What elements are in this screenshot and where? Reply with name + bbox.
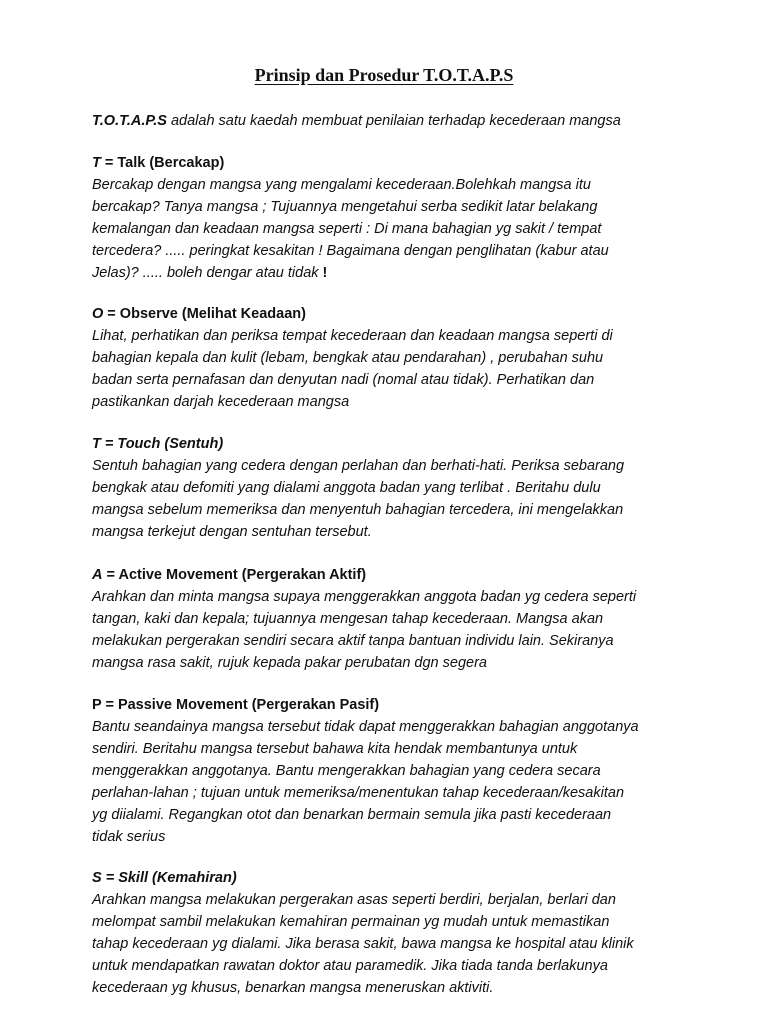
section-letter: T: [92, 155, 101, 171]
section-heading: [92, 564, 692, 586]
section-active-movement: [92, 564, 692, 674]
section-body-line: mangsa sebelum memeriksa dan menyentuh bahagian tercedera, ini mengelakkan: [92, 502, 624, 518]
intro-acronym: T.O.T.A.P.S: [92, 113, 167, 129]
section-body-line: pastikankan darjah kecederaan mangsa: [92, 394, 350, 410]
section-heading: [92, 152, 692, 174]
section-body-line: sendiri. Beritahu mangsa tersebut bahawa kita hendak membantunya untuk: [92, 741, 578, 757]
section-body-line: kemalangan dan keadaan mangsa seperti : Di mana bahagian yg sakit / tempat: [92, 221, 602, 237]
section-letter: A: [92, 567, 103, 583]
section-observe: [92, 303, 692, 413]
section-body-line: Bercakap dengan mangsa yang mengalami kecederaan.Bolehkah mangsa itu: [92, 177, 591, 193]
section-body-line: Arahkan mangsa melakukan pergerakan asas seperti berdiri, berjalan, berlari dan: [92, 892, 616, 908]
section-body-line: Lihat, perhatikan dan periksa tempat kecederaan dan keadaan mangsa seperti di: [92, 328, 613, 344]
section-body-line: tercedera? ..... peringkat kesakitan ! Bagaimana dengan penglihatan (kabur atau: [92, 243, 609, 259]
intro-text: adalah satu kaedah membuat penilaian terhadap kecederaan mangsa: [166, 113, 621, 129]
section-body-line: Arahkan dan minta mangsa supaya menggerakkan anggota badan yg cedera seperti: [92, 589, 637, 605]
section-body-text: Jelas)? ..... boleh dengar atau tidak: [92, 265, 323, 281]
section-letter: P: [92, 697, 102, 713]
section-heading: [92, 867, 692, 889]
intro-paragraph: [92, 110, 712, 132]
section-heading-text: = Active Movement (Pergerakan Aktif): [102, 567, 367, 583]
section-heading-text: = Skill (Kemahiran): [101, 870, 237, 886]
section-body-line: yg diialami. Regangkan otot dan benarkan bermain semula jika pasti kecederaan: [92, 807, 612, 823]
exclamation-mark: !: [322, 265, 328, 281]
section-body-line: menggerakkan anggotanya. Bantu mengerakkan bahagian yang cedera secara: [92, 763, 601, 779]
section-body-line: mangsa terkejut dengan sentuhan tersebut.: [92, 524, 372, 540]
section-body-line: bercakap? Tanya mangsa ; Tujuannya mengetahui serba sedikit latar belakang: [92, 199, 598, 215]
section-letter: O: [92, 306, 104, 322]
section-heading: [92, 303, 692, 325]
section-touch: [92, 433, 692, 543]
section-body-line: tahap kecederaan yg dialami. Jika berasa sakit, bawa mangsa ke hospital atau klinik: [92, 936, 634, 952]
section-body-line: melakukan pergerakan sendiri secara aktif tanpa bantuan individu lain. Sekiranya: [92, 633, 614, 649]
page-title: Prinsip dan Prosedur T.O.T.A.P.S: [254, 65, 514, 85]
section-body-line: bahagian kepala dan kulit (lebam, bengkak atau pendarahan) , perubahan suhu: [92, 350, 604, 366]
section-body-line: Sentuh bahagian yang cedera dengan perlahan dan berhati-hati. Periksa sebarang: [92, 458, 625, 474]
section-body-line: untuk mendapatkan rawatan doktor atau paramedik. Jika tiada tanda berlakunya: [92, 958, 608, 974]
section-passive-movement: [92, 694, 692, 848]
section-body-line: badan serta pernafasan dan denyutan nadi (nomal atau tidak). Perhatikan dan: [92, 372, 595, 388]
section-body-line: perlahan-lahan ; tujuan untuk memeriksa/menentukan tahap kecederaan/kesakitan: [92, 785, 625, 801]
section-skill: [92, 867, 692, 999]
section-letter: S: [92, 870, 102, 886]
section-body-line: mangsa rasa sakit, rujuk kepada pakar perubatan dgn segera: [92, 655, 487, 671]
section-body-line: tidak serius: [92, 829, 166, 845]
section-talk: [92, 152, 692, 284]
section-body-line: Bantu seandainya mangsa tersebut tidak dapat menggerakkan bahagian anggotanya: [92, 719, 639, 735]
section-heading-text: = Observe (Melihat Keadaan): [103, 306, 306, 322]
section-body-line: melompat sambil melakukan kemahiran permainan yg mudah untuk memastikan: [92, 914, 610, 930]
section-heading: [92, 694, 692, 716]
section-body-line-last: [92, 262, 692, 284]
section-heading-text: = Passive Movement (Pergerakan Pasif): [101, 697, 380, 713]
section-body-line: tangan, kaki dan kepala; tujuannya mengesan tahap kecederaan. Mangsa akan: [92, 611, 604, 627]
section-heading: [92, 433, 692, 455]
section-body-line: kecederaan yg khusus, benarkan mangsa meneruskan aktiviti.: [92, 980, 494, 996]
section-letter: T: [92, 436, 101, 452]
section-heading-text: = Talk (Bercakap): [100, 155, 225, 171]
section-heading-text: = Touch (Sentuh): [100, 436, 224, 452]
section-body-line: bengkak atau defomiti yang dialami anggota badan yang terlibat . Beritahu dulu: [92, 480, 601, 496]
